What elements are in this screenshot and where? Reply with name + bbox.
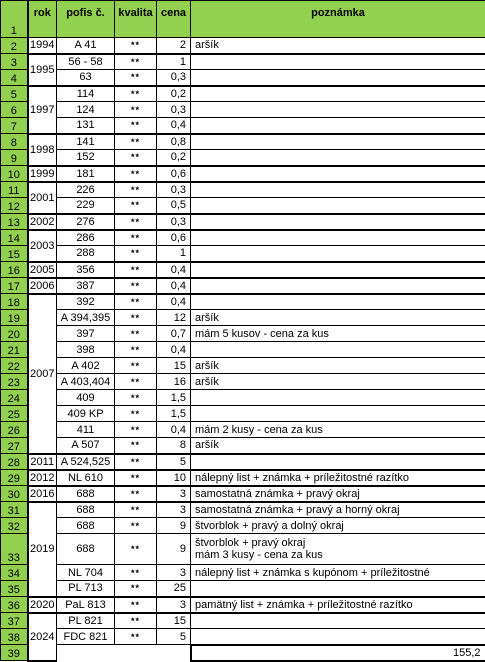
cena-cell[interactable]: 0,3 xyxy=(157,102,191,118)
poznamka-cell[interactable] xyxy=(191,182,485,198)
pofis-cell[interactable]: 688 xyxy=(57,502,115,518)
table-row xyxy=(1,597,485,613)
cena-cell[interactable]: 2 xyxy=(157,38,191,54)
cena-cell[interactable]: 3 xyxy=(157,502,191,518)
row-header[interactable]: 23 xyxy=(1,374,28,390)
pofis-cell[interactable]: PL 821 xyxy=(57,613,115,629)
poznamka-cell[interactable] xyxy=(191,390,485,406)
table-row xyxy=(1,294,485,310)
table-row xyxy=(1,70,485,86)
year-cell[interactable]: 2016 xyxy=(28,486,57,502)
pofis-cell[interactable]: PaL 813 xyxy=(57,597,115,613)
column-header-rok[interactable]: rok xyxy=(28,1,57,38)
cena-cell[interactable]: 0,6 xyxy=(157,230,191,246)
pofis-cell[interactable]: 398 xyxy=(57,342,115,358)
row-header[interactable]: 11 xyxy=(1,182,28,198)
kvalita-cell[interactable]: ** xyxy=(115,166,157,182)
table-row xyxy=(1,518,485,534)
poznamka-cell[interactable]: nálepný list + známka s kupónom + príležitostné xyxy=(191,565,485,581)
year-cell[interactable]: 2005 xyxy=(28,262,57,278)
row-header[interactable]: 38 xyxy=(1,629,28,645)
cena-cell[interactable]: 3 xyxy=(157,486,191,502)
poznamka-cell[interactable]: aršík xyxy=(191,38,485,54)
table-row xyxy=(1,565,485,581)
cena-cell[interactable]: 10 xyxy=(157,470,191,486)
kvalita-cell[interactable]: ** xyxy=(115,486,157,502)
table-row xyxy=(1,422,485,438)
kvalita-cell[interactable]: ** xyxy=(115,438,157,454)
kvalita-cell[interactable]: ** xyxy=(115,613,157,629)
row-header[interactable]: 1 xyxy=(1,1,28,38)
pofis-cell[interactable]: A 524,525 xyxy=(57,454,115,470)
table-row xyxy=(1,166,485,182)
pofis-cell[interactable]: 56 - 58 xyxy=(57,54,115,70)
kvalita-cell[interactable]: ** xyxy=(115,518,157,534)
poznamka-cell[interactable] xyxy=(191,86,485,102)
poznamka-cell[interactable]: aršík xyxy=(191,374,485,390)
row-header[interactable]: 6 xyxy=(1,102,28,118)
pofis-cell[interactable]: A 403,404 xyxy=(57,374,115,390)
cena-cell[interactable]: 0,7 xyxy=(157,326,191,342)
pofis-cell[interactable]: 229 xyxy=(57,198,115,214)
pofis-cell[interactable]: 276 xyxy=(57,214,115,230)
poznamka-cell[interactable]: aršík xyxy=(191,438,485,454)
table-row xyxy=(1,374,485,390)
pofis-cell[interactable]: 397 xyxy=(57,326,115,342)
row-header[interactable]: 37 xyxy=(1,613,28,629)
kvalita-cell[interactable]: ** xyxy=(115,342,157,358)
year-cell[interactable]: 2012 xyxy=(28,470,57,486)
row-header[interactable]: 39 xyxy=(1,645,28,661)
cena-cell[interactable]: 3 xyxy=(157,565,191,581)
cena-cell[interactable]: 1,5 xyxy=(157,390,191,406)
year-cell[interactable]: 2002 xyxy=(28,214,57,230)
pofis-cell[interactable]: 409 xyxy=(57,390,115,406)
empty-cell[interactable] xyxy=(157,645,191,661)
poznamka-cell[interactable] xyxy=(191,134,485,150)
kvalita-cell[interactable]: ** xyxy=(115,326,157,342)
poznamka-cell[interactable] xyxy=(191,150,485,166)
cena-cell[interactable]: 12 xyxy=(157,310,191,326)
cena-cell[interactable]: 3 xyxy=(157,597,191,613)
header-row xyxy=(1,1,485,38)
row-header[interactable]: 7 xyxy=(1,118,28,134)
poznamka-cell[interactable] xyxy=(191,230,485,246)
column-header-poznamka[interactable]: poznámka xyxy=(191,1,485,38)
poznamka-cell[interactable]: mám 5 kusov - cena za kus xyxy=(191,326,485,342)
pofis-cell[interactable]: FDC 821 xyxy=(57,629,115,645)
table-row xyxy=(1,310,485,326)
year-cell[interactable]: 2019 xyxy=(28,502,57,597)
row-header[interactable]: 21 xyxy=(1,342,28,358)
pofis-cell[interactable]: 411 xyxy=(57,422,115,438)
kvalita-cell[interactable]: ** xyxy=(115,470,157,486)
kvalita-cell[interactable]: ** xyxy=(115,629,157,645)
pofis-cell[interactable]: 226 xyxy=(57,182,115,198)
row-header[interactable]: 22 xyxy=(1,358,28,374)
poznamka-cell[interactable]: aršík xyxy=(191,310,485,326)
poznamka-cell[interactable] xyxy=(191,278,485,294)
row-header[interactable]: 8 xyxy=(1,134,28,150)
row-header[interactable]: 33 xyxy=(1,534,28,565)
cena-cell[interactable]: 0,4 xyxy=(157,294,191,310)
poznamka-cell[interactable]: samostatná známka + pravý a horný okraj xyxy=(191,502,485,518)
table-row xyxy=(1,406,485,422)
row-header[interactable]: 26 xyxy=(1,422,28,438)
table-row xyxy=(1,438,485,454)
poznamka-cell[interactable]: štvorblok + pravý a dolný okraj xyxy=(191,518,485,534)
kvalita-cell[interactable]: ** xyxy=(115,182,157,198)
table-row xyxy=(1,454,485,470)
kvalita-cell[interactable]: ** xyxy=(115,565,157,581)
table-row xyxy=(1,358,485,374)
pofis-cell[interactable]: 409 KP xyxy=(57,406,115,422)
table-row xyxy=(1,486,485,502)
cena-cell[interactable]: 15 xyxy=(157,613,191,629)
total-row xyxy=(1,645,485,661)
cena-cell[interactable]: 1,5 xyxy=(157,406,191,422)
cena-cell[interactable]: 8 xyxy=(157,438,191,454)
row-header[interactable]: 15 xyxy=(1,246,28,262)
kvalita-cell[interactable]: ** xyxy=(115,454,157,470)
poznamka-cell[interactable] xyxy=(191,70,485,86)
row-header[interactable]: 31 xyxy=(1,502,28,518)
pofis-cell[interactable]: 392 xyxy=(57,294,115,310)
pofis-cell[interactable]: 688 xyxy=(57,486,115,502)
pofis-cell[interactable]: A 507 xyxy=(57,438,115,454)
year-cell[interactable]: 2003 xyxy=(28,230,57,262)
cena-cell[interactable]: 0,6 xyxy=(157,166,191,182)
row-header[interactable]: 30 xyxy=(1,486,28,502)
kvalita-cell[interactable]: ** xyxy=(115,134,157,150)
cena-cell[interactable]: 0,2 xyxy=(157,150,191,166)
cena-cell[interactable]: 0,3 xyxy=(157,214,191,230)
year-cell[interactable]: 1994 xyxy=(28,38,57,54)
row-header[interactable]: 19 xyxy=(1,310,28,326)
poznamka-cell[interactable]: pamätný list + známka + príležitostné razítko xyxy=(191,597,485,613)
table-row xyxy=(1,102,485,118)
table-row xyxy=(1,534,485,565)
table-row xyxy=(1,470,485,486)
cena-cell[interactable]: 0,3 xyxy=(157,182,191,198)
kvalita-cell[interactable]: ** xyxy=(115,502,157,518)
cena-cell[interactable]: 9 xyxy=(157,518,191,534)
kvalita-cell[interactable]: ** xyxy=(115,118,157,134)
kvalita-cell[interactable]: ** xyxy=(115,230,157,246)
row-header[interactable]: 14 xyxy=(1,230,28,246)
row-header[interactable]: 20 xyxy=(1,326,28,342)
row-header[interactable]: 13 xyxy=(1,214,28,230)
table-row xyxy=(1,326,485,342)
kvalita-cell[interactable]: ** xyxy=(115,262,157,278)
poznamka-cell[interactable] xyxy=(191,246,485,262)
pofis-cell[interactable]: 124 xyxy=(57,102,115,118)
pofis-cell[interactable]: A 394,395 xyxy=(57,310,115,326)
poznamka-cell[interactable]: aršík xyxy=(191,358,485,374)
kvalita-cell[interactable]: ** xyxy=(115,214,157,230)
kvalita-cell[interactable]: ** xyxy=(115,358,157,374)
poznamka-cell[interactable] xyxy=(191,294,485,310)
row-header[interactable]: 36 xyxy=(1,597,28,613)
poznamka-cell[interactable] xyxy=(191,166,485,182)
kvalita-cell[interactable]: ** xyxy=(115,534,157,565)
row-header[interactable]: 17 xyxy=(1,278,28,294)
poznamka-cell[interactable] xyxy=(191,214,485,230)
kvalita-cell[interactable]: ** xyxy=(115,70,157,86)
kvalita-cell[interactable]: ** xyxy=(115,390,157,406)
table-row xyxy=(1,629,485,645)
cena-cell[interactable]: 5 xyxy=(157,629,191,645)
kvalita-cell[interactable]: ** xyxy=(115,86,157,102)
year-cell[interactable]: 1995 xyxy=(28,54,57,86)
table-row xyxy=(1,150,485,166)
poznamka-line: mám 3 kusy - cena za kus xyxy=(195,549,323,561)
cena-cell[interactable]: 1 xyxy=(157,54,191,70)
row-header[interactable]: 29 xyxy=(1,470,28,486)
pofis-cell[interactable]: 114 xyxy=(57,86,115,102)
year-cell[interactable]: 2006 xyxy=(28,278,57,294)
empty-cell[interactable] xyxy=(115,645,157,661)
table-row xyxy=(1,390,485,406)
kvalita-cell[interactable]: ** xyxy=(115,310,157,326)
cena-cell[interactable]: 5 xyxy=(157,454,191,470)
year-cell[interactable]: 2007 xyxy=(28,294,57,454)
cena-cell[interactable]: 1 xyxy=(157,246,191,262)
table-row xyxy=(1,581,485,597)
cena-cell[interactable]: 0,3 xyxy=(157,70,191,86)
pofis-cell[interactable]: 141 xyxy=(57,134,115,150)
pofis-cell[interactable]: 356 xyxy=(57,262,115,278)
table-row xyxy=(1,118,485,134)
kvalita-cell[interactable]: ** xyxy=(115,406,157,422)
year-cell[interactable]: 2020 xyxy=(28,597,57,613)
poznamka-cell[interactable] xyxy=(191,629,485,645)
row-header[interactable]: 10 xyxy=(1,166,28,182)
kvalita-cell[interactable]: ** xyxy=(115,102,157,118)
pofis-cell[interactable]: 131 xyxy=(57,118,115,134)
table-row xyxy=(1,38,485,54)
row-header[interactable]: 2 xyxy=(1,38,28,54)
pofis-cell[interactable]: A 402 xyxy=(57,358,115,374)
row-header[interactable]: 12 xyxy=(1,198,28,214)
table-row xyxy=(1,262,485,278)
poznamka-cell[interactable] xyxy=(191,102,485,118)
table-row xyxy=(1,214,485,230)
year-cell[interactable]: 2011 xyxy=(28,454,57,470)
kvalita-cell[interactable]: ** xyxy=(115,38,157,54)
row-header[interactable]: 27 xyxy=(1,438,28,454)
row-header[interactable]: 32 xyxy=(1,518,28,534)
kvalita-cell[interactable]: ** xyxy=(115,246,157,262)
cena-cell[interactable]: 0,8 xyxy=(157,134,191,150)
table-row xyxy=(1,278,485,294)
year-cell[interactable]: 2024 xyxy=(28,613,57,661)
pofis-cell[interactable]: 387 xyxy=(57,278,115,294)
poznamka-line: štvorblok + pravý okraj xyxy=(195,537,306,549)
table-row xyxy=(1,342,485,358)
kvalita-cell[interactable]: ** xyxy=(115,374,157,390)
kvalita-cell[interactable]: ** xyxy=(115,581,157,597)
table-row xyxy=(1,134,485,150)
cena-cell[interactable]: 16 xyxy=(157,374,191,390)
table-row xyxy=(1,182,485,198)
table-row xyxy=(1,502,485,518)
poznamka-cell[interactable] xyxy=(191,613,485,629)
poznamka-cell[interactable] xyxy=(191,198,485,214)
pofis-cell[interactable]: A 41 xyxy=(57,38,115,54)
total-cena-cell[interactable]: 155,2 xyxy=(191,645,485,661)
column-header-kvalita[interactable]: kvalita xyxy=(115,1,157,38)
pofis-cell[interactable]: PL 713 xyxy=(57,581,115,597)
pofis-cell[interactable]: 688 xyxy=(57,518,115,534)
table-row xyxy=(1,54,485,70)
kvalita-cell[interactable]: ** xyxy=(115,150,157,166)
poznamka-cell[interactable] xyxy=(191,406,485,422)
row-header[interactable]: 25 xyxy=(1,406,28,422)
pofis-cell[interactable]: 288 xyxy=(57,246,115,262)
cena-cell[interactable]: 0,4 xyxy=(157,422,191,438)
poznamka-cell[interactable]: mám 2 kusy - cena za kus xyxy=(191,422,485,438)
row-header[interactable]: 5 xyxy=(1,86,28,102)
cena-cell[interactable]: 25 xyxy=(157,581,191,597)
poznamka-cell[interactable]: nálepný list + známka + príležitostné razítko xyxy=(191,470,485,486)
table-row xyxy=(1,86,485,102)
poznamka-cell[interactable] xyxy=(191,534,485,565)
pofis-cell[interactable]: 181 xyxy=(57,166,115,182)
cena-cell[interactable]: 0,4 xyxy=(157,278,191,294)
cena-cell[interactable]: 0,5 xyxy=(157,198,191,214)
pofis-cell[interactable]: 688 xyxy=(57,534,115,565)
poznamka-cell[interactable] xyxy=(191,118,485,134)
pofis-cell[interactable]: NL 610 xyxy=(57,470,115,486)
cena-cell[interactable]: 0,4 xyxy=(157,342,191,358)
row-header[interactable]: 16 xyxy=(1,262,28,278)
pofis-cell[interactable]: 152 xyxy=(57,150,115,166)
empty-cell[interactable] xyxy=(57,645,115,661)
row-header[interactable]: 9 xyxy=(1,150,28,166)
cena-cell[interactable]: 9 xyxy=(157,534,191,565)
poznamka-cell[interactable] xyxy=(191,581,485,597)
pofis-cell[interactable]: NL 704 xyxy=(57,565,115,581)
table-row xyxy=(1,230,485,246)
year-cell[interactable]: 1999 xyxy=(28,166,57,182)
table-row xyxy=(1,613,485,629)
row-header[interactable]: 35 xyxy=(1,581,28,597)
row-header[interactable]: 24 xyxy=(1,390,28,406)
row-header[interactable]: 3 xyxy=(1,54,28,70)
pofis-cell[interactable]: 286 xyxy=(57,230,115,246)
poznamka-cell[interactable] xyxy=(191,342,485,358)
poznamka-cell[interactable] xyxy=(191,54,485,70)
row-header[interactable]: 28 xyxy=(1,454,28,470)
table-row xyxy=(1,198,485,214)
row-header[interactable]: 34 xyxy=(1,565,28,581)
cena-cell[interactable]: 0,4 xyxy=(157,262,191,278)
column-header-pofis[interactable]: pofis č. xyxy=(57,1,115,38)
pofis-cell[interactable]: 63 xyxy=(57,70,115,86)
kvalita-cell[interactable]: ** xyxy=(115,54,157,70)
year-cell[interactable]: 1998 xyxy=(28,134,57,166)
kvalita-cell[interactable]: ** xyxy=(115,422,157,438)
year-cell[interactable]: 1997 xyxy=(28,86,57,134)
kvalita-cell[interactable]: ** xyxy=(115,198,157,214)
cena-cell[interactable]: 0,2 xyxy=(157,86,191,102)
kvalita-cell[interactable]: ** xyxy=(115,278,157,294)
row-header[interactable]: 4 xyxy=(1,70,28,86)
column-header-cena[interactable]: cena xyxy=(157,1,191,38)
year-cell[interactable]: 2001 xyxy=(28,182,57,214)
table-row xyxy=(1,246,485,262)
poznamka-cell[interactable] xyxy=(191,262,485,278)
poznamka-cell[interactable]: samostatná známka + pravý okraj xyxy=(191,486,485,502)
kvalita-cell[interactable]: ** xyxy=(115,597,157,613)
kvalita-cell[interactable]: ** xyxy=(115,294,157,310)
poznamka-cell[interactable] xyxy=(191,454,485,470)
cena-cell[interactable]: 0,4 xyxy=(157,118,191,134)
row-header[interactable]: 18 xyxy=(1,294,28,310)
cena-cell[interactable]: 15 xyxy=(157,358,191,374)
